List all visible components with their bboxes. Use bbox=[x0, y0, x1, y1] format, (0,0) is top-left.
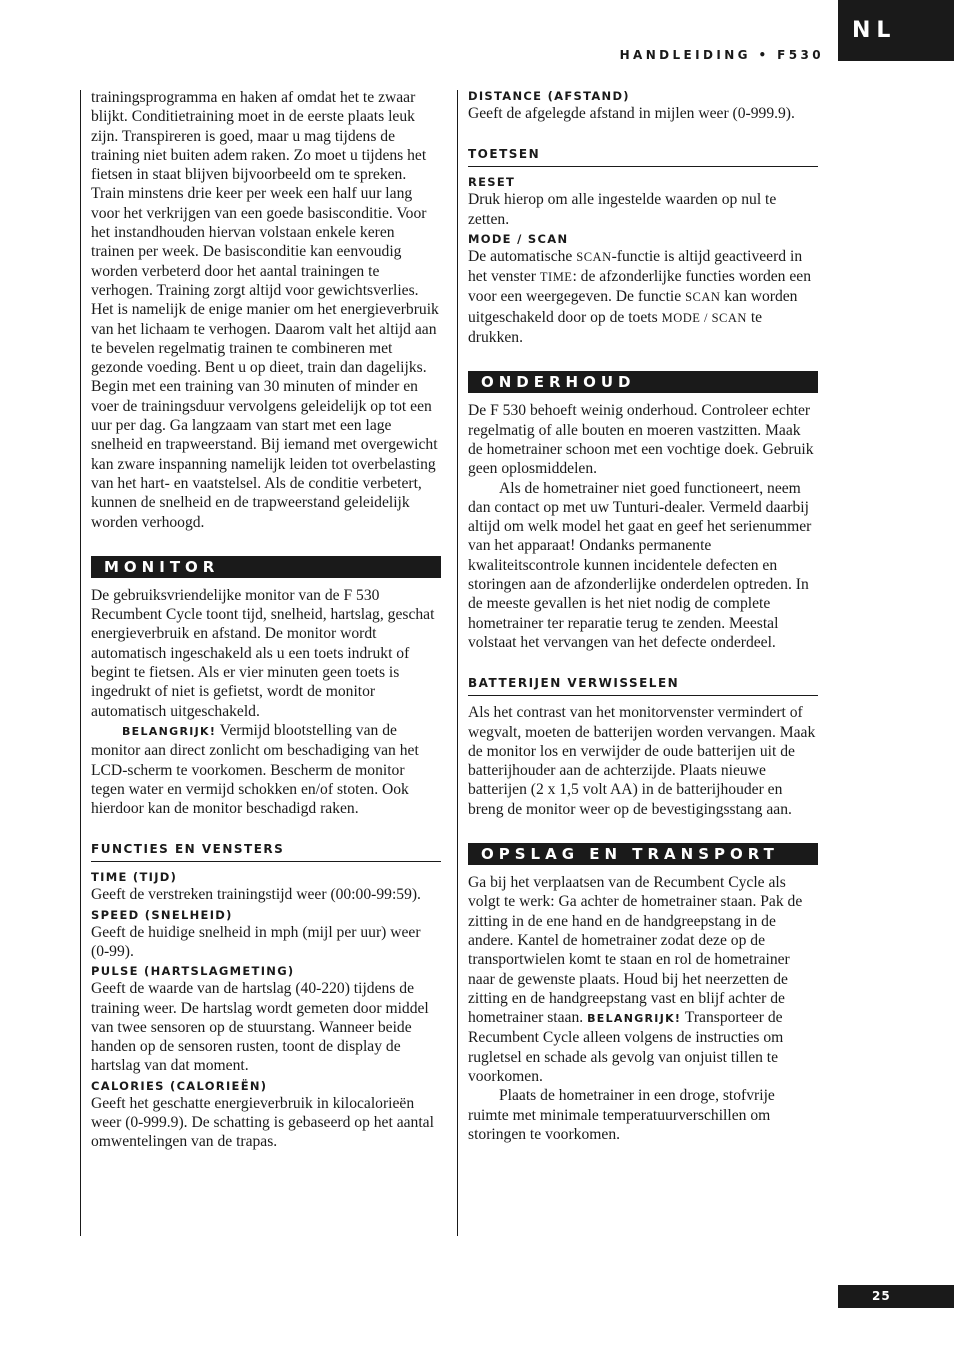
subhead-batterijen: BATTERIJEN VERWISSELEN bbox=[468, 676, 818, 696]
mode-smallcaps-3: SCAN bbox=[685, 290, 721, 305]
text-reset: Druk hierop om alle ingestelde waarden op nul te zetten. bbox=[468, 191, 777, 228]
mode-text-4: kan worden uitgeschakeld door op de toets bbox=[468, 288, 798, 326]
subhead-functies: FUNCTIES EN VENSTERS bbox=[91, 842, 441, 862]
left-column bbox=[91, 88, 441, 1152]
batterijen-paragraph: Als het contrast van het monitorvenster vermindert of wegvalt, moeten de batterijen worden vervangen. Maak de monitor los en verwijder de oude batterijen uit de batterijhouder aan de achterzijde. Plaats nieuwe batterijen (2 x 1,5 volt AA) in de batterijhouder en breng de monitor weer op de bevestigingsstang aan. bbox=[468, 704, 816, 818]
opslag-text-1: Ga bij het verplaatsen van de Recumbent Cycle als volgt te werk: Ga achter de hometrainer staan. Pak de zitting in de ene hand en de handgreepstang in de andere. Kantel de hometrainer zodat deze op de transportwielen komt te staan en rol de hometrainer naar de gewenste plaats. Houd bij het neerzetten de zitting en de handgreepstang vast en blijf achter de hometrainer staan. bbox=[468, 874, 803, 1027]
term-reset: RESET bbox=[468, 175, 516, 190]
section-title-opslag: OPSLAG EN TRANSPORT bbox=[468, 843, 818, 865]
page-number: 25 bbox=[838, 1285, 954, 1308]
language-tab: NL bbox=[838, 0, 954, 61]
opslag-paragraph-2: Plaats de hometrainer in een droge, stofvrije ruimte met minimale temperatuurverschillen om storingen te voorkomen. bbox=[468, 1087, 775, 1143]
onderhoud-paragraph-1: De F 530 behoeft weinig onderhoud. Controleer echter regelmatig of alle bouten en moeren vastzitten. Maak de hometrainer schoon met een vochtige doek. Gebruik geen oplosmiddelen. bbox=[468, 402, 814, 478]
right-column bbox=[468, 88, 818, 1144]
text-distance: Geeft de afgelegde afstand in mijlen weer (0-999.9). bbox=[468, 105, 795, 122]
opslag-paragraph-1 bbox=[468, 873, 818, 1086]
monitor-paragraph: De gebruiksvriendelijke monitor van de F 530 Recumbent Cycle toont tijd, snelheid, hartslag, geschat energieverbruik en afstand. De monitor wordt automatisch ingeschakeld als u een toets indrukt of begint te fietsen. Als er vier minuten geen toets is ingedrukt of niet is gefietst, wordt de monitor automatisch uitgeschakeld. bbox=[91, 586, 435, 720]
section-title-onderhoud: ONDERHOUD bbox=[468, 371, 818, 393]
onderhoud-paragraph-2: Als de hometrainer niet goed functioneert, neem dan contact op met uw Tunturi-dealer. Vermeld daarbij altijd om welk model het gaat en geef het serienummer van het apparaat! Ondanks permanente kwaliteitscontrole kunnen incidentele defecten en storingen aan de afzonderlijke onderdelen optreden. In de meeste gevallen is het niet nodig de complete hometrainer ter reparatie terug te zenden. Meestal volstaat het vervangen van het defecte onderdeel. bbox=[468, 479, 812, 651]
section-title-monitor: MONITOR bbox=[91, 556, 441, 578]
mode-text-5: te drukken. bbox=[468, 308, 763, 347]
monitor-warning-paragraph bbox=[91, 721, 441, 818]
term-calories: CALORIES (CALORIEËN) bbox=[91, 1078, 268, 1093]
term-distance: DISTANCE (AFSTAND) bbox=[468, 89, 630, 103]
mode-smallcaps-1: SCAN bbox=[576, 249, 612, 264]
text-mode-scan bbox=[468, 247, 818, 347]
mode-smallcaps-4: MODE / SCAN bbox=[661, 310, 747, 325]
warning-keyword: BELANGRIJK! bbox=[122, 724, 217, 738]
mode-text-3: : de afzonderlijke functies worden een voor een weergegeven. De functie bbox=[468, 268, 812, 306]
term-speed: SPEED (SNELHEID) bbox=[91, 907, 233, 922]
warning-keyword-opslag: BELANGRIJK! bbox=[587, 1012, 682, 1026]
intro-paragraph: trainingsprogramma en haken af omdat het te zwaar blijkt. Conditietraining moet in de eerste plaats leuk zijn. Transpireren is goed, maar u mag tijdens de training niet buiten adem raken. Zo moet u tijdens het fietsen in staat blijven bijvoorbeeld om te spreken. Train minstens drie keer per week een half uur lang voor het verkrijgen van een goede basisconditie. Voor het instandhouden hiervan volstaan enkele keren trainen per week. De basisconditie kan eenvoudig worden verbeterd door het aantal trainingen te verhogen. Training zorgt altijd voor gewichtsverlies. Het is namelijk de enige manier om het energieverbruik van het lichaam te verhogen. Daarom valt het altijd aan te bevelen regelmatig trainen te combineren met gezonde voeding. Bent u op dieet, train dan dagelijks. Begin met een training van 30 minuten of minder en voer de trainingsduur vervolgens geleidelijk op tot een uur per dag. Ga langzaam van start met een lage snelheid en trapweerstand. Bij iemand met overgewicht kan zware inspanning namelijk leiden tot overbelasting van het hart- en vaatstelsel. Als de conditie verbetert, kunnen de snelheid en de trapweerstand geleidelijk worden verhoogd. bbox=[91, 89, 439, 531]
opslag-text-1b: Transporteer de Recumbent Cycle alleen volgens de instructies om rugletsel en schade als gevolg van onjuist tillen te voorkomen. bbox=[468, 1009, 784, 1085]
mode-text-2: -functie is altijd geactiveerd in het venster bbox=[468, 247, 803, 286]
mode-smallcaps-2: TIME bbox=[539, 270, 573, 285]
text-time: Geeft de verstreken trainingstijd weer (00:00-99:59). bbox=[91, 886, 421, 904]
text-speed: Geeft de huidige snelheid in mph (mijl per uur) weer (0-99). bbox=[91, 923, 421, 960]
term-mode-scan: MODE / SCAN bbox=[468, 231, 569, 246]
monitor-warning-text: Vermijd blootstelling van de monitor aan direct zonlicht om beschadiging van het LCD-scherm te voorkomen. Bescherm de monitor tegen water en vermijd schokken en/of stoten. Ook hierdoor kan de monitor beschadigd raken. bbox=[91, 721, 419, 818]
term-time: TIME (TIJD) bbox=[91, 870, 178, 885]
text-pulse: Geeft de waarde van de hartslag (40-220) tijdens de training weer. De hartslag wordt gemeten door middel van twee sensoren op de stuurstang. Wanneer beide handen op de sensoren rusten, toont de display de hartslag van dat moment. bbox=[91, 980, 429, 1075]
column-divider-rule bbox=[457, 90, 458, 1236]
text-calories: Geeft het geschatte energieverbruik in kilocalorieën weer (0-999.9). De schatting is gebaseerd op het aantal omwentelingen van de trapas. bbox=[91, 1094, 434, 1151]
left-margin-rule bbox=[80, 90, 81, 1236]
subhead-toetsen: TOETSEN bbox=[468, 147, 818, 167]
term-pulse: PULSE (HARTSLAGMETING) bbox=[91, 964, 295, 979]
mode-text-1: De automatische bbox=[468, 247, 577, 265]
running-head: HANDLEIDING • F530 bbox=[619, 48, 824, 62]
